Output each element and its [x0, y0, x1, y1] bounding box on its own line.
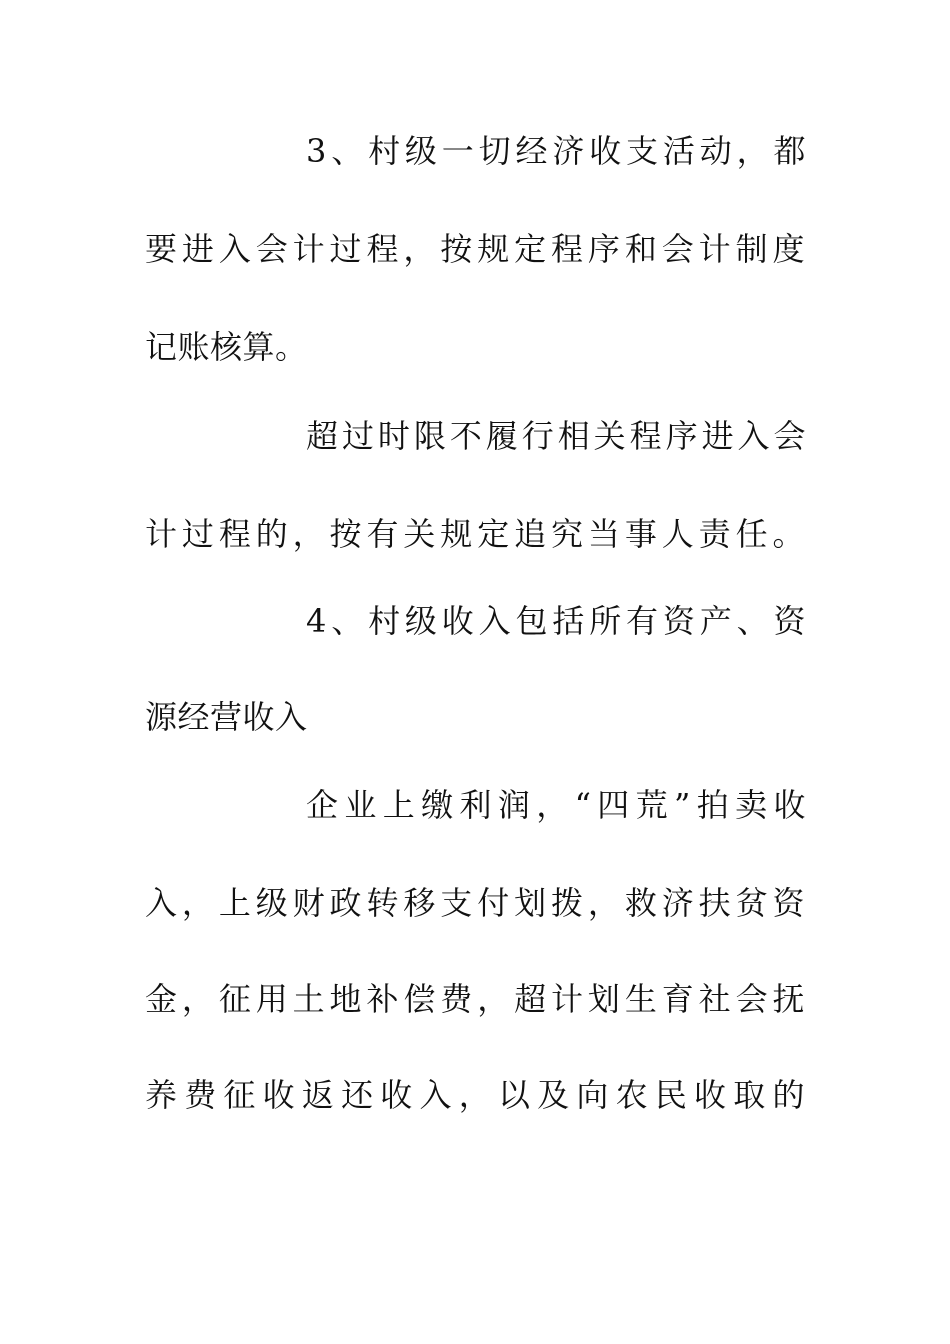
paragraph-line: 企业上缴利润，“四荒”拍卖收: [306, 786, 806, 824]
paragraph-line: 源经营收入: [145, 698, 308, 736]
paragraph-line: 计过程的，按有关规定追究当事人责任。: [145, 515, 805, 553]
paragraph-line: 要进入会计过程，按规定程序和会计制度: [145, 230, 805, 268]
paragraph-line: 超过时限不履行相关程序进入会: [306, 417, 806, 455]
paragraph-line: 入，上级财政转移支付划拨，救济扶贫资: [145, 884, 805, 922]
paragraph-line: 记账核算。: [145, 328, 308, 366]
paragraph-line: 养费征收返还收入，以及向农民收取的: [145, 1076, 805, 1114]
paragraph-line: 4、村级收入包括所有资产、资: [306, 602, 806, 640]
paragraph-line: 金，征用土地补偿费，超计划生育社会抚: [145, 980, 805, 1018]
paragraph-line: 3、村级一切经济收支活动，都: [306, 132, 806, 170]
